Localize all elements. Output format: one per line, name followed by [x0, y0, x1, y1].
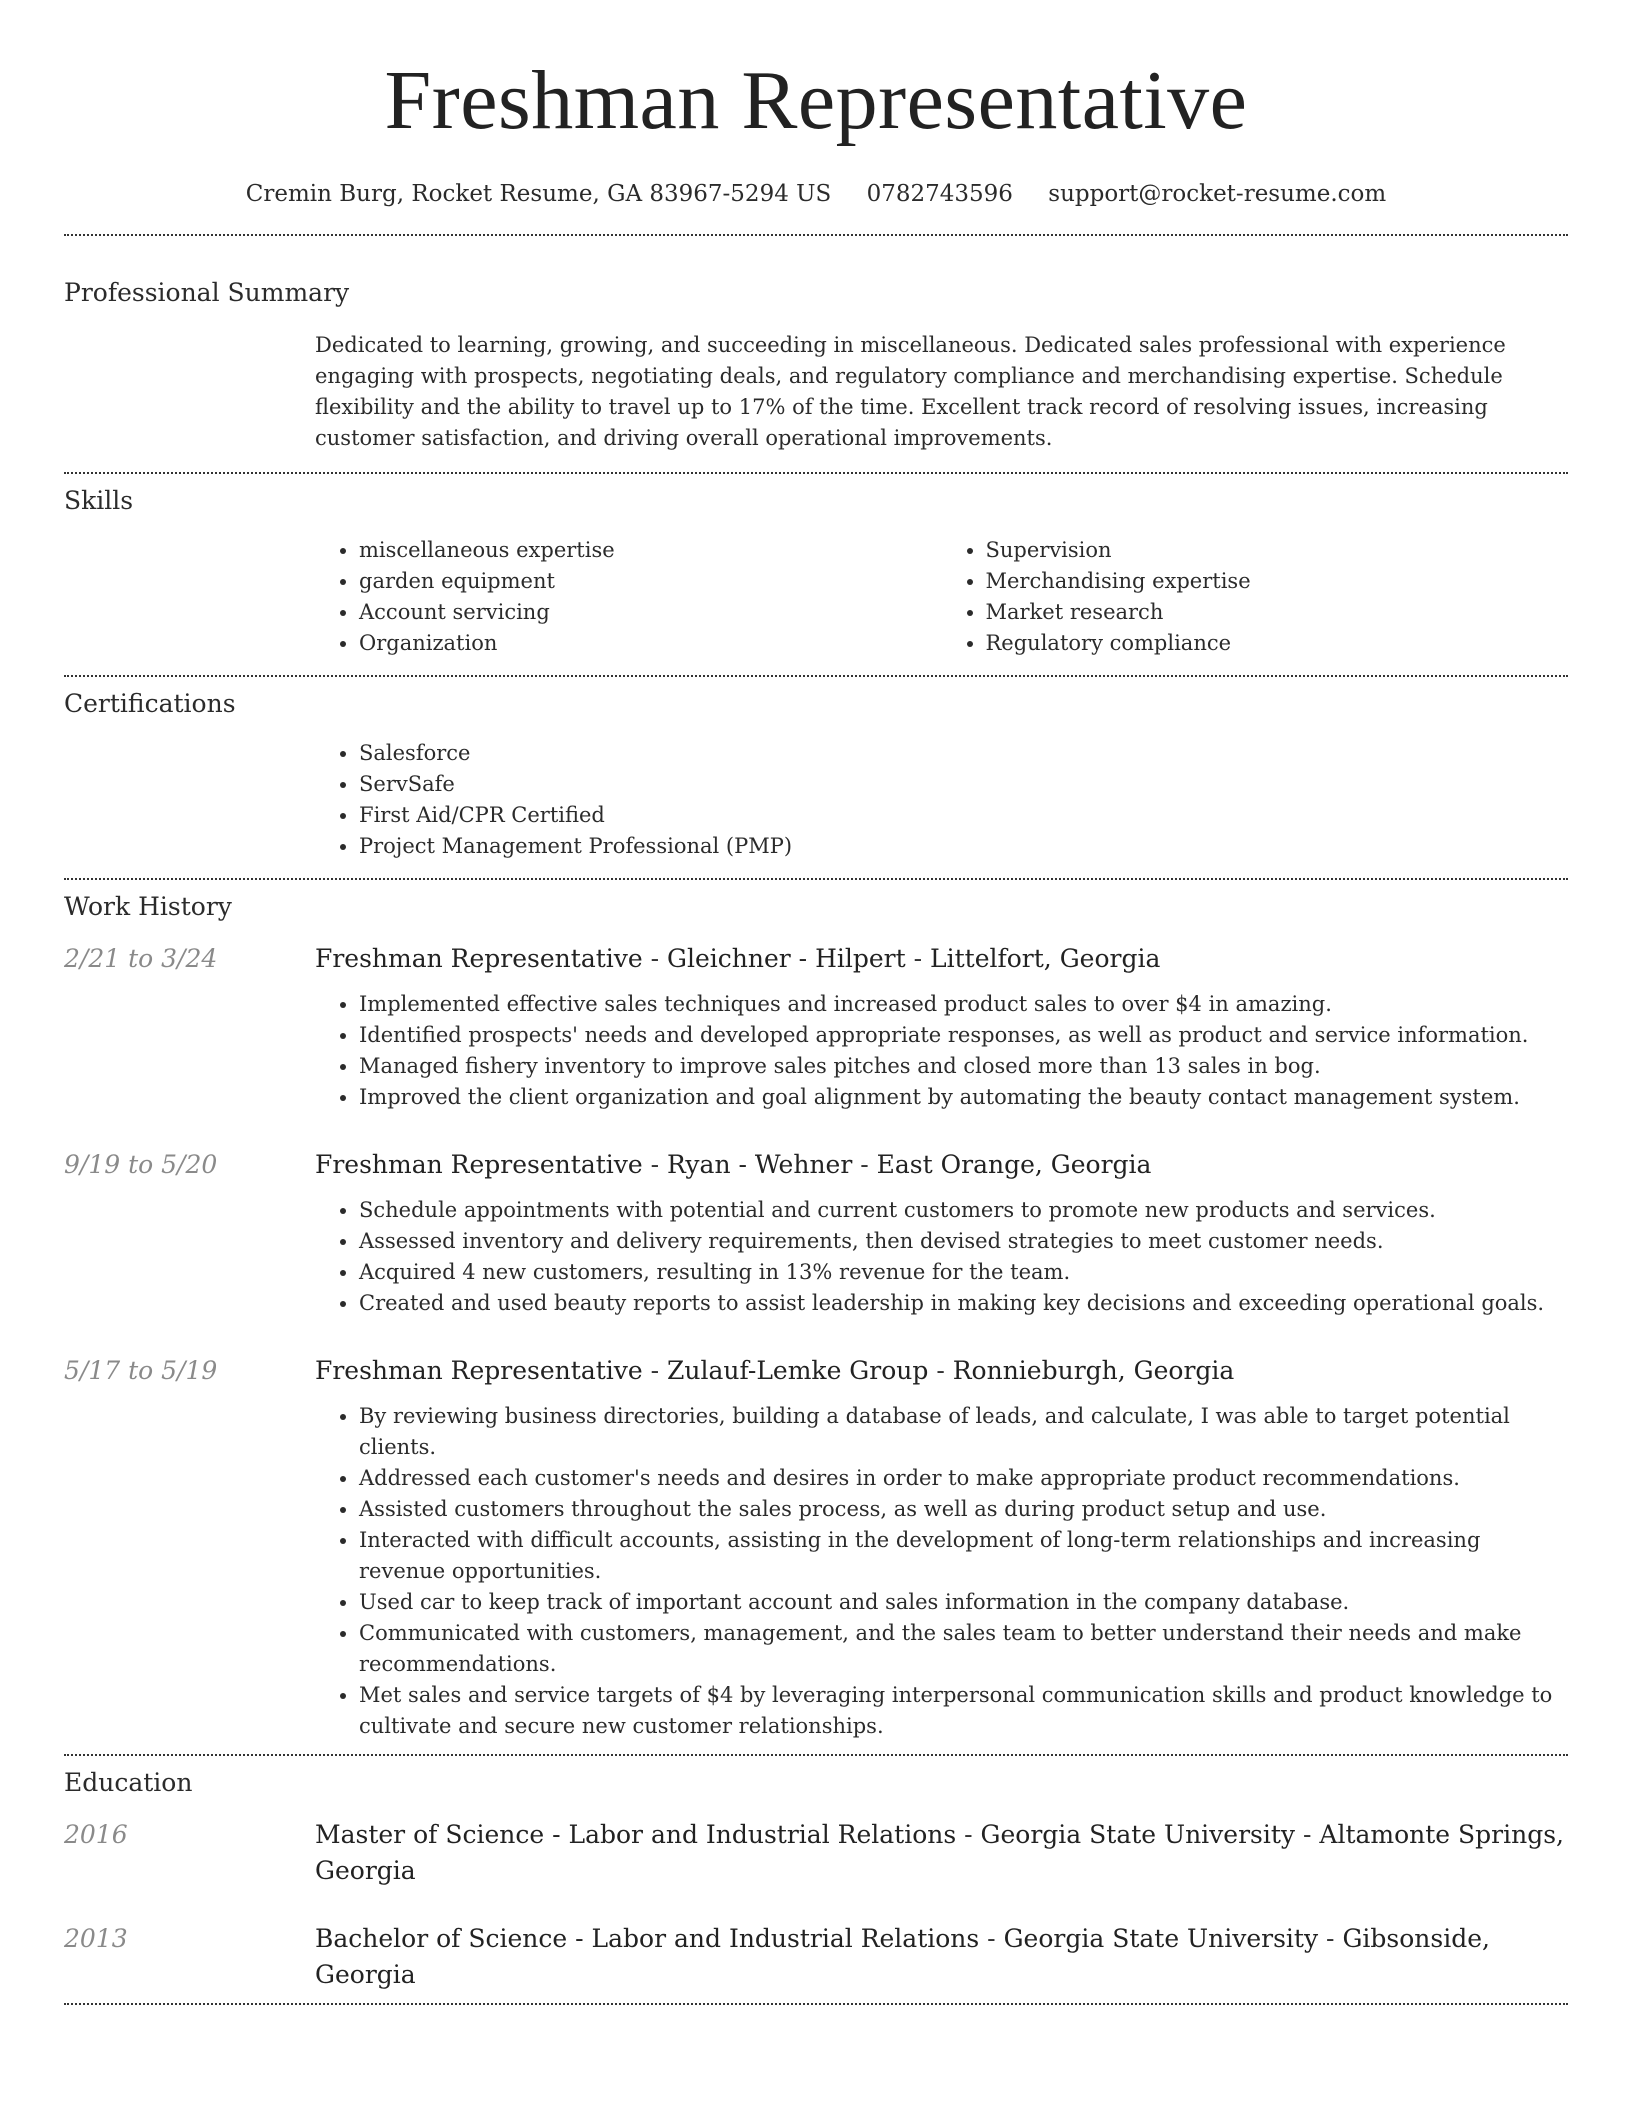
heading-separator: - — [1318, 1924, 1343, 1953]
school: Georgia State University — [1003, 1924, 1319, 1953]
school: Georgia State University — [980, 1820, 1296, 1849]
education-heading — [315, 1817, 1568, 1889]
education-year: 2016 — [64, 1820, 128, 1849]
work-dates: 2/21 to 3/24 — [64, 944, 218, 973]
education-entry-body — [315, 1921, 1568, 1993]
education-entry — [64, 1921, 1568, 1993]
heading-separator: - — [928, 1356, 953, 1385]
work-bullet: • Assessed inventory and delivery requirements, then devised strategies to meet customer needs. — [359, 1226, 1568, 1257]
section-divider — [64, 234, 1568, 236]
heading-separator: - — [1295, 1820, 1320, 1849]
job-company: Zulauf-Lemke Group — [667, 1356, 929, 1385]
heading-separator: - — [642, 944, 668, 973]
certification-item: • Salesforce — [359, 738, 1568, 769]
contact-line — [64, 176, 1568, 212]
work-bullet: • Identified prospects' needs and developed appropriate responses, as well as product and service information. — [359, 1020, 1568, 1051]
skill-item: • Supervision — [986, 535, 1569, 566]
section-title-skills: Skills — [64, 486, 134, 515]
certification-item: • ServSafe — [359, 769, 1568, 800]
section-title-certifications: Certifications — [64, 689, 236, 718]
section-title-work: Work History — [64, 892, 232, 921]
work-entry-body — [315, 941, 1568, 1113]
work-bullets — [315, 1195, 1568, 1319]
work-bullet: • Schedule appointments with potential and current customers to promote new products and services. — [359, 1195, 1568, 1226]
work-bullet: • Created and used beauty reports to assist leadership in making key decisions and exceeding operational goals. — [359, 1288, 1568, 1319]
work-bullet: • Improved the client organization and goal alignment by automating the beauty contact management system. — [359, 1082, 1568, 1113]
skill-item: • Market research — [986, 597, 1569, 628]
skill-item: • miscellaneous expertise — [359, 535, 942, 566]
contact-email: support@rocket-resume.com — [1048, 181, 1387, 207]
skill-item: • Organization — [359, 628, 942, 659]
work-bullet: • Managed fishery inventory to improve sales pitches and closed more than 13 sales in bog. — [359, 1051, 1568, 1082]
work-history-section — [64, 880, 1568, 1742]
work-bullet: • Assisted customers throughout the sales process, as well as during product setup and use. — [359, 1494, 1568, 1525]
section-divider — [64, 2003, 1568, 2005]
work-bullet: • Used car to keep track of important account and sales information in the company database. — [359, 1587, 1568, 1618]
contact-address: Cremin Burg, Rocket Resume, GA 83967-5294 US — [245, 181, 832, 207]
work-bullet: • Interacted with difficult accounts, assisting in the development of long-term relationships and increasing revenue opportunities. — [359, 1525, 1568, 1587]
job-company: Ryan - Wehner — [667, 1150, 853, 1179]
job-location: Ronnieburgh, Georgia — [952, 1356, 1235, 1385]
summary-text: Dedicated to learning, growing, and succeeding in miscellaneous. Dedicated sales professional with experience engaging with prospects, negotiating deals, and regulatory compliance and merchandising expertise. Schedule flexibility and the ability to travel up to 17% of the time. Excellent track record of resolving issues, increasing customer satisfaction, and driving overall operational improvements. — [315, 333, 1506, 450]
heading-separator: - — [642, 1150, 668, 1179]
section-title-summary: Professional Summary — [64, 278, 350, 307]
education-entry — [64, 1817, 1568, 1889]
work-bullet: • Addressed each customer's needs and desires in order to make appropriate product recommendations. — [359, 1463, 1568, 1494]
skill-item: • Regulatory compliance — [986, 628, 1569, 659]
work-heading — [315, 941, 1568, 977]
heading-separator: - — [979, 1924, 1004, 1953]
certifications-list — [315, 738, 1568, 862]
certifications-block — [315, 738, 1568, 862]
heading-separator: - — [956, 1820, 981, 1849]
skill-item: • Account servicing — [359, 597, 942, 628]
contact-phone: 0782743596 — [866, 181, 1013, 207]
section-title-education: Education — [64, 1768, 193, 1797]
skills-columns — [315, 535, 1568, 659]
work-entry-body — [315, 1147, 1568, 1319]
heading-separator: - — [905, 944, 931, 973]
degree: Bachelor of Science - Labor and Industrial Relations — [315, 1924, 980, 1953]
work-dates: 9/19 to 5/20 — [64, 1150, 218, 1179]
job-role: Freshman Representative — [315, 944, 643, 973]
work-entry — [64, 941, 1568, 1113]
skills-section — [64, 474, 1568, 659]
school-location: Altamonte Springs, Georgia — [315, 1820, 1564, 1885]
education-year: 2013 — [64, 1924, 128, 1953]
work-bullets — [315, 989, 1568, 1113]
job-role: Freshman Representative — [315, 1150, 643, 1179]
education-heading — [315, 1921, 1568, 1993]
work-heading — [315, 1147, 1568, 1183]
school-location: Gibsonside, Georgia — [315, 1924, 1490, 1989]
candidate-name: Freshman Representative — [384, 54, 1248, 147]
certification-item: • Project Management Professional (PMP) — [359, 831, 1568, 862]
job-location: Littelfort, Georgia — [930, 944, 1161, 973]
skill-item: • Merchandising expertise — [986, 566, 1569, 597]
education-entry-body — [315, 1817, 1568, 1889]
work-entry — [64, 1353, 1568, 1742]
work-bullets — [315, 1401, 1568, 1742]
certifications-section — [64, 677, 1568, 862]
skill-item: • garden equipment — [359, 566, 942, 597]
work-bullet: • By reviewing business directories, building a database of leads, and calculate, I was able to target potential clients. — [359, 1401, 1568, 1463]
education-section — [64, 1756, 1568, 1993]
degree: Master of Science - Labor and Industrial Relations — [315, 1820, 957, 1849]
work-bullet: • Communicated with customers, management, and the sales team to better understand their needs and make recommendations. — [359, 1618, 1568, 1680]
job-company: Gleichner - Hilpert — [667, 944, 906, 973]
heading-separator: - — [642, 1356, 668, 1385]
work-entry-body — [315, 1353, 1568, 1742]
heading-separator: - — [852, 1150, 877, 1179]
work-dates: 5/17 to 5/19 — [64, 1356, 218, 1385]
work-entry — [64, 1147, 1568, 1319]
certification-item: • First Aid/CPR Certified — [359, 800, 1568, 831]
work-bullet: • Acquired 4 new customers, resulting in 13% revenue for the team. — [359, 1257, 1568, 1288]
work-bullet: • Met sales and service targets of $4 by leveraging interpersonal communication skills and product knowledge to cultivate and secure new customer relationships. — [359, 1680, 1568, 1742]
skills-list-right — [942, 535, 1569, 659]
skills-list-left — [315, 535, 942, 659]
work-heading — [315, 1353, 1568, 1389]
job-location: East Orange, Georgia — [876, 1150, 1152, 1179]
work-bullet: • Implemented effective sales techniques and increased product sales to over $4 in amazing. — [359, 989, 1568, 1020]
job-role: Freshman Representative — [315, 1356, 643, 1385]
